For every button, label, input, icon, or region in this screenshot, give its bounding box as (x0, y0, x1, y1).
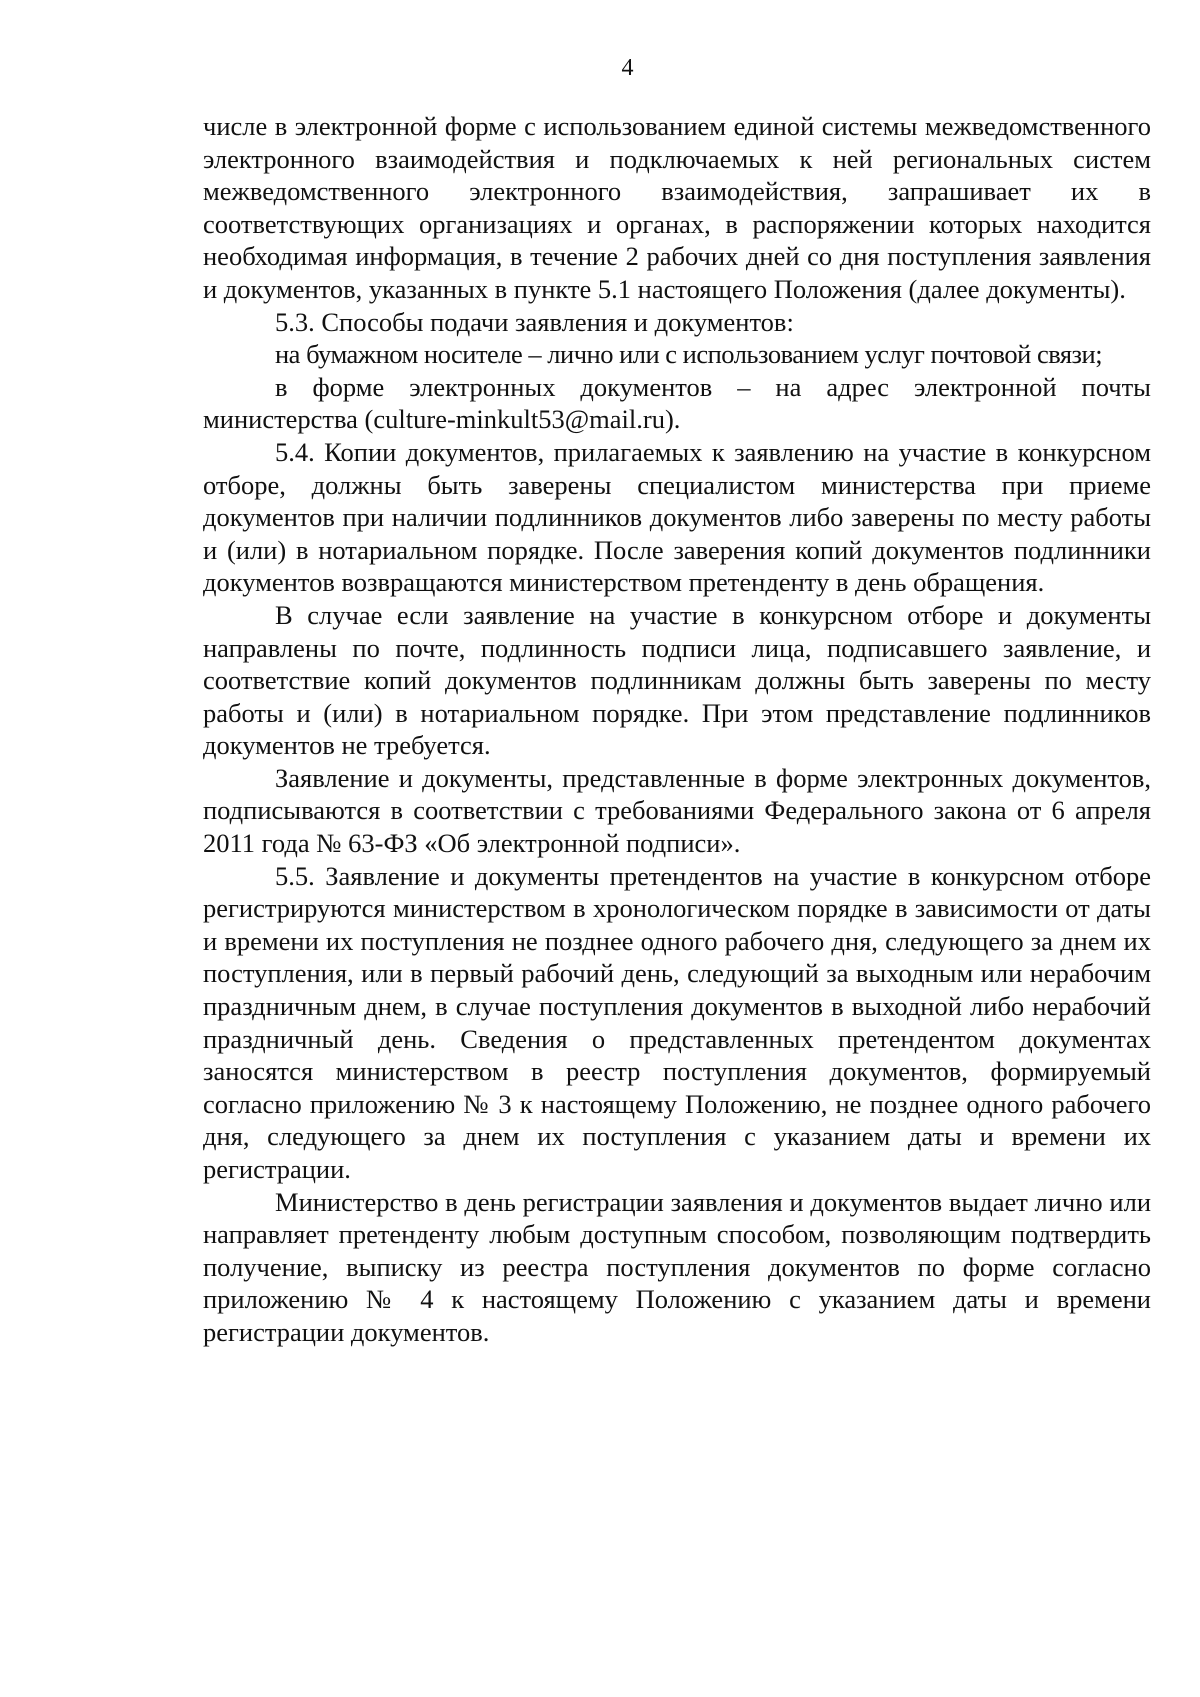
paragraph-registry-extract: Министерство в день регистрации заявления и документов выдает лично или направляет претенденту любым доступным способом, позволяющим подтвердить получение, выписку из реестра поступления документов по форме согласно приложению № 4 к настоящему Положению с указанием даты и времени регистрации документов. (203, 1186, 1151, 1347)
document-body (203, 110, 1151, 1349)
paragraph-postal-case: В случае если заявление на участие в конкурсном отборе и документы направлены по почте, подлинность подписи лица, подписавшего заявление, и соответствие копий документов подлинникам должны быть заверены по месту работы и (или) в нотариальном порядке. При этом представление подлинников документов не требуется. (203, 599, 1151, 761)
paragraph-5-3-heading: 5.3. Способы подачи заявления и документов: (275, 306, 794, 337)
paragraph-5-5: 5.5. Заявление и документы претендентов на участие в конкурсном отборе регистрируются министерством в хронологическом порядке в зависимости от даты и времени их поступления не позднее одного рабочего дня, следующего за днем их поступления, или в первый рабочий день, следующий за выходным или нерабочим праздничным днем, в случае поступления документов в выходной либо нерабочий праздничный день. Сведения о представленных претендентом документах заносятся министерством в реестр поступления документов, формируемый согласно приложению № 3 к настоящему Положению, не позднее одного рабочего дня, следующего за днем их поступления с указанием даты и времени их регистрации. (203, 860, 1151, 1184)
paragraph-continuation: числе в электронной форме с использованием единой системы межведомственного электронного взаимодействия и подключаемых к ней региональных систем межведомственного электронного взаимодействия, запрашивает их в соответствующих организациях и органах, в распоряжении которых находится необходимая информация, в течение 2 рабочих дней со дня поступления заявления и документов, указанных в пункте 5.1 настоящего Положения (далее документы). (203, 111, 1151, 304)
paragraph-electronic-submission: в форме электронных документов – на адрес электронной почты министерства (culture-minkult53@mail.ru). (203, 371, 1151, 435)
paragraph-paper-submission: на бумажном носителе – лично или с использованием услуг почтовой связи; (275, 339, 1103, 370)
paragraph-5-4: 5.4. Копии документов, прилагаемых к заявлению на участие в конкурсном отборе, должны быть заверены специалистом министерства при приеме документов при наличии подлинников документов либо заверены по месту работы и (или) в нотариальном порядке. После заверения копий документов подлинники документов возвращаются министерством претенденту в день обращения. (203, 436, 1151, 598)
page-number: 4 (621, 55, 634, 81)
paragraph-electronic-signature: Заявление и документы, представленные в форме электронных документов, подписываются в соответствии с требованиями Федерального закона от 6 апреля 2011 года № 63-ФЗ «Об электронной подписи». (203, 762, 1151, 859)
